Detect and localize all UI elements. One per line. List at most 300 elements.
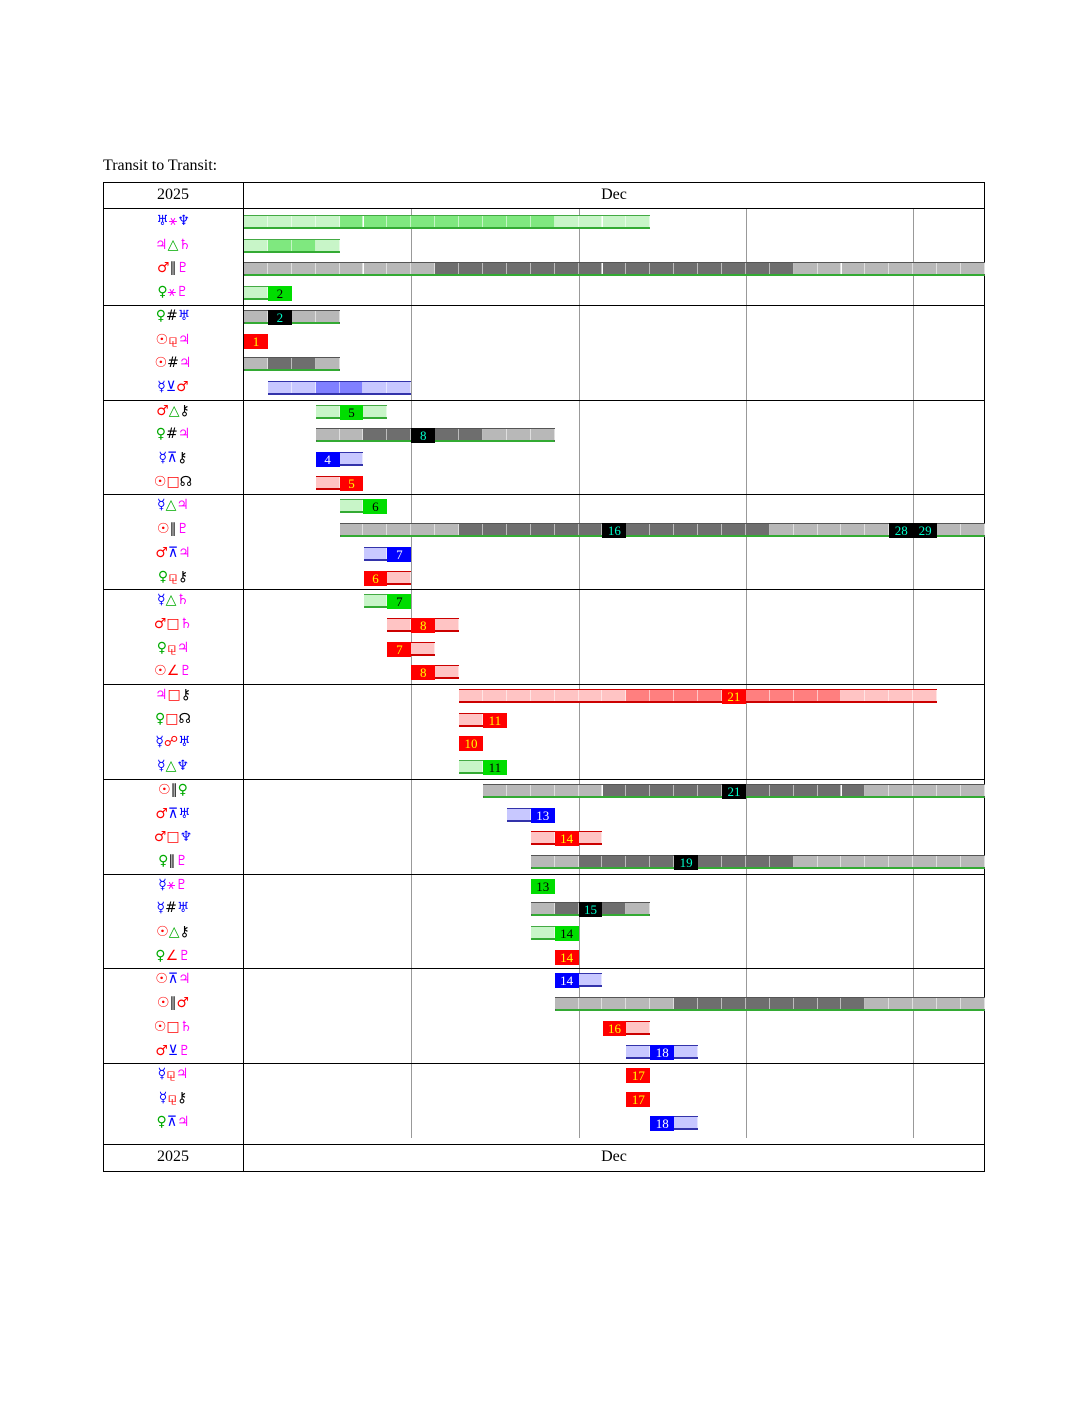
bar-cell <box>459 761 483 772</box>
bar-cell <box>579 785 603 796</box>
bar-cell <box>507 809 531 820</box>
bar-cell <box>698 263 722 274</box>
peak-day-label: 17 <box>626 1092 650 1107</box>
aspect-glyph: ♆ <box>177 213 190 229</box>
transit-bar <box>244 215 650 229</box>
bar-cell <box>961 524 985 535</box>
peak-day-label: 11 <box>483 760 507 775</box>
peak-day-label: 13 <box>531 879 555 894</box>
transit-bar <box>555 997 985 1011</box>
bar-cell <box>483 785 507 796</box>
bar-cell <box>698 524 722 535</box>
bar-cell <box>340 500 364 511</box>
bar-cell <box>626 856 650 867</box>
bar-cell <box>292 311 316 322</box>
bar-cell <box>674 998 698 1009</box>
bar-cell <box>579 832 603 843</box>
bar-cell <box>770 785 794 796</box>
bar-cell <box>435 666 459 677</box>
bar-cell <box>268 216 292 227</box>
aspect-label <box>103 400 243 423</box>
bar-cell <box>698 690 722 701</box>
transit-bar <box>603 1021 651 1035</box>
aspect-glyph: ♅ <box>177 307 191 324</box>
aspect-glyph: ☿ <box>157 378 166 395</box>
aspect-glyph: ☊ <box>178 710 191 727</box>
aspect-glyph: ♆ <box>176 758 189 775</box>
bar-cell <box>507 785 531 796</box>
bar-cell <box>937 524 961 535</box>
aspect-glyph: ♃ <box>176 639 190 656</box>
aspect-label <box>103 826 243 849</box>
aspect-glyph: # <box>167 355 179 372</box>
aspect-glyph: ⚹ <box>166 876 176 893</box>
aspect-label <box>103 566 243 589</box>
aspect-glyph: ♃ <box>175 1066 189 1083</box>
bar-cell <box>483 524 507 535</box>
aspect-glyph: ♀ <box>156 1113 167 1130</box>
peak-day-label: 16 <box>603 1021 627 1036</box>
aspect-label <box>103 257 243 280</box>
aspect-glyph: △ <box>165 592 177 609</box>
bar-cell <box>746 785 770 796</box>
aspect-glyph: ☉ <box>155 971 168 988</box>
aspect-glyph: ⚹ <box>168 213 178 229</box>
transit-bar <box>650 1116 698 1130</box>
bar-cell <box>722 524 746 535</box>
bar-cell <box>698 785 722 796</box>
bar-cell <box>865 998 889 1009</box>
bar-cell <box>650 524 674 535</box>
bar-cell <box>555 216 579 227</box>
bar-cell <box>770 856 794 867</box>
aspect-glyph: ♂ <box>155 805 168 822</box>
aspect-glyph: ⚷ <box>177 450 188 466</box>
bar-cell <box>626 263 650 274</box>
bar-cell <box>889 998 913 1009</box>
bar-cell <box>340 382 364 393</box>
transit-bar <box>316 476 364 490</box>
bar-cell <box>889 856 913 867</box>
aspect-glyph: □ <box>165 710 179 727</box>
bar-cell <box>626 524 650 535</box>
bar-cell <box>913 998 937 1009</box>
bar-cell <box>865 690 889 701</box>
aspect-glyph: # <box>165 307 178 324</box>
peak-day-label: 5 <box>340 476 364 491</box>
aspect-glyph: ♇ <box>176 521 190 538</box>
aspect-label <box>103 471 243 494</box>
aspect-glyph: ♂ <box>156 402 169 419</box>
bar-cell <box>435 619 459 630</box>
transit-bar <box>459 689 937 703</box>
aspect-glyph: □ <box>166 1018 180 1035</box>
bar-cell <box>794 785 818 796</box>
bar-cell <box>292 358 316 369</box>
bar-cell <box>268 263 292 274</box>
header-month: Dec <box>601 186 627 203</box>
bar-cell <box>818 785 842 796</box>
bar-cell <box>387 263 411 274</box>
bar-cell <box>626 998 650 1009</box>
transit-bar <box>531 831 603 845</box>
bar-cell <box>244 263 268 274</box>
aspect-glyph: ♄ <box>176 592 189 609</box>
bar-cell <box>913 690 937 701</box>
bar-cell <box>841 998 865 1009</box>
bar-cell <box>292 382 316 393</box>
bar-cell <box>363 406 387 417</box>
transit-bar <box>507 808 555 822</box>
transit-bar <box>531 902 651 916</box>
bar-cell <box>889 690 913 701</box>
bar-cell <box>364 548 388 559</box>
aspect-glyph: ☿ <box>158 450 168 466</box>
transit-bar <box>459 760 507 774</box>
aspect-glyph: ♀ <box>155 710 166 727</box>
aspect-glyph: ♂ <box>176 995 190 1012</box>
aspect-label <box>103 305 243 328</box>
aspect-glyph: ♀ <box>155 947 166 964</box>
bar-cell <box>626 1022 650 1033</box>
bar-cell <box>722 998 746 1009</box>
transit-bar <box>555 950 579 964</box>
aspect-glyph: ♃ <box>178 355 192 372</box>
bar-cell <box>770 998 794 1009</box>
bar-cell <box>435 263 459 274</box>
peak-day-label: 17 <box>626 1068 650 1083</box>
aspect-glyph: ♂ <box>155 544 168 561</box>
bar-cell <box>292 240 316 251</box>
bar-cell <box>507 690 531 701</box>
bar-cell <box>555 263 579 274</box>
peak-day-label: 7 <box>387 642 411 657</box>
peak-day-label: 11 <box>483 713 507 728</box>
aspect-label <box>103 1087 243 1110</box>
aspect-glyph: ☿ <box>157 758 166 775</box>
aspect-glyph: ☉ <box>154 663 167 680</box>
bar-cell <box>937 998 961 1009</box>
bar-cell <box>961 263 985 274</box>
aspect-glyph: ♃ <box>177 426 191 443</box>
aspect-glyph: ⚼ <box>168 568 178 585</box>
aspect-label <box>103 637 243 660</box>
bar-cell <box>865 524 889 535</box>
bar-cell <box>674 1117 698 1128</box>
transit-bar <box>244 239 340 253</box>
bar-cell <box>387 216 411 227</box>
bar-cell <box>292 216 316 227</box>
bar-cell <box>555 998 579 1009</box>
transit-bar <box>244 262 985 276</box>
aspect-glyph: ⚹ <box>167 284 177 301</box>
aspect-glyph: # <box>165 900 177 917</box>
peak-day-label: 2 <box>268 310 292 325</box>
aspect-label <box>103 945 243 968</box>
bar-cell <box>555 785 579 796</box>
aspect-glyph: ⊻ <box>167 1042 179 1059</box>
aspect-glyph: ☉ <box>156 995 170 1012</box>
bar-cell <box>626 903 650 914</box>
transit-bar <box>555 973 603 987</box>
bar-cell <box>650 263 674 274</box>
transit-bar <box>244 334 268 348</box>
bar-cell <box>268 240 292 251</box>
bar-cell <box>459 524 483 535</box>
bar-cell <box>794 263 818 274</box>
bar-cell <box>268 382 292 393</box>
bar-cell <box>770 690 794 701</box>
bar-cell <box>603 785 627 796</box>
bar-cell <box>340 263 364 274</box>
bar-cell <box>555 690 579 701</box>
aspect-label <box>103 447 243 470</box>
aspect-glyph: △ <box>165 497 177 514</box>
aspect-label <box>103 992 243 1015</box>
aspect-glyph: ♇ <box>175 852 188 869</box>
transit-bar <box>626 1045 698 1059</box>
aspect-glyph: ♃ <box>155 236 168 253</box>
peak-day-label: 7 <box>387 594 411 609</box>
peak-day-label: 6 <box>363 499 387 514</box>
bar-cell <box>555 524 579 535</box>
bar-cell <box>842 785 866 796</box>
peak-day-label: 5 <box>340 405 364 420</box>
aspect-label <box>103 708 243 731</box>
peak-day-label: 7 <box>387 547 411 562</box>
bar-cell <box>483 429 507 440</box>
bar-cell <box>794 690 818 701</box>
aspect-glyph: ☊ <box>179 473 193 490</box>
transit-bar <box>364 547 412 561</box>
transit-bar <box>244 310 340 324</box>
aspect-glyph: ☉ <box>153 1018 167 1035</box>
bar-cell <box>603 216 627 227</box>
aspect-glyph: ♄ <box>179 1018 193 1035</box>
aspect-glyph: ♃ <box>176 1113 190 1130</box>
aspect-label <box>103 494 243 517</box>
aspect-glyph: ⊼ <box>166 1113 177 1130</box>
transit-bar <box>626 1068 650 1082</box>
peak-day-label: 28 <box>889 523 913 538</box>
aspect-glyph: ☿ <box>157 497 166 514</box>
aspect-glyph: ⚷ <box>179 402 190 419</box>
peak-day-label: 14 <box>555 950 579 965</box>
bar-cell <box>818 998 842 1009</box>
aspect-glyph: ♀ <box>177 781 188 798</box>
aspect-glyph: ♅ <box>176 900 190 917</box>
aspect-glyph: □ <box>166 473 180 490</box>
bar-cell <box>865 785 889 796</box>
peak-day-label: 18 <box>650 1045 674 1060</box>
bar-cell <box>579 974 603 985</box>
bar-cell <box>411 524 435 535</box>
bar-cell <box>340 216 364 227</box>
transit-bar <box>364 571 412 585</box>
aspect-glyph: △ <box>168 924 180 940</box>
bar-cell <box>913 785 937 796</box>
aspect-glyph: ♇ <box>175 876 188 893</box>
aspect-glyph: △ <box>165 758 177 775</box>
aspect-label <box>103 660 243 683</box>
aspect-glyph: ♃ <box>178 544 191 561</box>
aspect-glyph: ⚷ <box>177 568 189 585</box>
bar-cell <box>650 998 674 1009</box>
bar-cell <box>483 216 507 227</box>
aspect-label <box>103 210 243 233</box>
bar-cell <box>435 216 459 227</box>
peak-day-label: 14 <box>555 831 579 846</box>
bar-cell <box>387 619 411 630</box>
aspect-glyph: □ <box>167 687 181 703</box>
bar-cell <box>746 856 770 867</box>
aspect-label <box>103 897 243 920</box>
bar-cell <box>603 263 627 274</box>
bar-cell <box>459 429 483 440</box>
bar-cell <box>555 903 579 914</box>
bar-cell <box>626 690 650 701</box>
bar-cell <box>674 1046 698 1057</box>
bar-cell <box>555 856 579 867</box>
aspect-label <box>103 423 243 446</box>
peak-day-label: 8 <box>411 618 435 633</box>
aspect-label <box>103 234 243 257</box>
bar-cell <box>650 690 674 701</box>
transit-bar <box>316 428 555 442</box>
aspect-glyph: ∠ <box>166 663 180 680</box>
bar-cell <box>244 240 268 251</box>
aspect-glyph: ☉ <box>153 473 167 490</box>
aspect-glyph: ♀ <box>157 284 168 301</box>
bar-cell <box>746 524 770 535</box>
bar-cell <box>316 216 340 227</box>
aspect-glyph: ♄ <box>178 236 191 253</box>
transit-bar <box>340 523 985 537</box>
aspect-glyph: ∥ <box>168 852 176 869</box>
bar-cell <box>459 714 483 725</box>
header-year: 2025 <box>157 186 189 203</box>
aspect-glyph: ☉ <box>156 521 170 538</box>
bar-cell <box>292 263 316 274</box>
bar-cell <box>363 382 387 393</box>
aspect-glyph: ☉ <box>154 355 168 372</box>
bar-cell <box>531 690 555 701</box>
bar-cell <box>483 263 507 274</box>
aspect-glyph: ♄ <box>179 615 193 632</box>
bar-cell <box>626 216 650 227</box>
aspect-glyph: ☿ <box>157 592 166 609</box>
aspect-glyph: ♀ <box>157 568 169 585</box>
aspect-glyph: ♃ <box>154 687 168 703</box>
bar-cell <box>435 524 459 535</box>
bar-cell <box>244 311 268 322</box>
peak-day-label: 21 <box>722 689 746 704</box>
bar-cell <box>818 856 842 867</box>
bar-cell <box>363 524 387 535</box>
aspect-glyph: ♃ <box>176 497 189 514</box>
bar-cell <box>794 998 818 1009</box>
bar-cell <box>459 263 483 274</box>
aspect-glyph: ☉ <box>158 781 171 798</box>
bar-cell <box>698 998 722 1009</box>
bar-cell <box>626 785 650 796</box>
bar-cell <box>316 429 340 440</box>
page-title: Transit to Transit: <box>103 157 218 174</box>
aspect-glyph: ∠ <box>165 947 179 964</box>
bar-cell <box>770 263 794 274</box>
aspect-glyph: ∥ <box>170 781 178 798</box>
aspect-glyph: ☍ <box>163 734 179 751</box>
bar-cell <box>316 406 340 417</box>
bar-cell <box>841 856 865 867</box>
transit-bar <box>531 926 579 940</box>
bar-cell <box>531 903 555 914</box>
aspect-glyph: ∥ <box>169 521 177 538</box>
bar-cell <box>364 263 388 274</box>
aspect-glyph: ☿ <box>155 734 164 751</box>
bar-cell <box>818 263 842 274</box>
bar-cell <box>913 263 937 274</box>
bar-cell <box>698 856 722 867</box>
aspect-glyph: ♀ <box>155 307 166 324</box>
bar-cell <box>387 429 411 440</box>
aspect-glyph: ♂ <box>153 829 167 846</box>
aspect-glyph: ⊻ <box>165 378 177 395</box>
peak-day-label: 19 <box>674 855 698 870</box>
transit-bar <box>459 713 507 727</box>
transit-bar <box>411 665 459 679</box>
bar-cell <box>818 524 842 535</box>
bar-cell <box>364 216 388 227</box>
bar-cell <box>316 263 340 274</box>
bar-cell <box>411 263 435 274</box>
aspect-label <box>103 803 243 826</box>
bar-cell <box>244 216 268 227</box>
transit-bar <box>626 1092 650 1106</box>
aspect-glyph: ☿ <box>157 1066 167 1083</box>
aspect-label <box>103 684 243 707</box>
bar-cell <box>842 263 866 274</box>
aspect-glyph: ⊼ <box>167 805 179 822</box>
bar-cell <box>602 998 626 1009</box>
bar-cell <box>722 263 746 274</box>
bar-cell <box>316 382 340 393</box>
aspect-glyph: ♇ <box>176 260 190 277</box>
aspect-label <box>103 850 243 873</box>
bar-cell <box>722 856 746 867</box>
aspect-glyph: ♅ <box>178 805 191 822</box>
bar-cell <box>507 216 531 227</box>
aspect-glyph: ☿ <box>156 900 166 917</box>
bar-cell <box>531 216 555 227</box>
peak-day-label: 21 <box>722 784 746 799</box>
transit-bar <box>364 594 412 608</box>
bar-cell <box>507 263 531 274</box>
bar-cell <box>340 453 364 464</box>
peak-day-label: 4 <box>316 452 340 467</box>
bar-cell <box>316 240 340 251</box>
bar-cell <box>531 927 555 938</box>
peak-day-label: 6 <box>364 571 388 586</box>
bar-cell <box>531 429 555 440</box>
peak-day-label: 1 <box>244 334 268 349</box>
peak-day-label: 13 <box>531 808 555 823</box>
peak-day-label: 18 <box>650 1116 674 1131</box>
aspect-glyph: △ <box>168 402 180 419</box>
bar-cell <box>364 595 388 606</box>
transit-bar <box>244 286 292 300</box>
transit-bar <box>531 855 985 869</box>
